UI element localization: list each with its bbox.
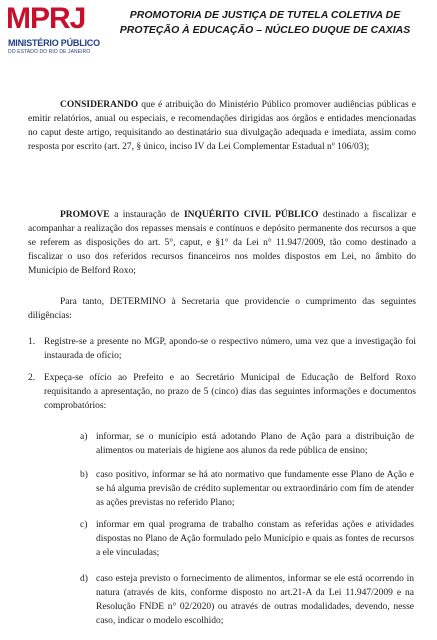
considerando-text: que é atribuição do Ministério Público promover audiências públicas e emitir relatórios, anual ou especiais, e recomendações dirigidas aos órgãos e entidades mencionadas no caput deste artigo, requisitando ao destinatário sua divulgação adequada e imediata, assim como resposta por escrito (art. 27, § único, inciso IV da Lei Complementar Estadual nº 106/03); xyxy=(28,100,416,152)
promove-text-1: a instauração de xyxy=(109,210,184,220)
subitem-letter: c) xyxy=(80,520,88,530)
inquerito-highlight: INQUÉRITO CIVIL PÚBLICO xyxy=(183,210,319,220)
considerando-paragraph xyxy=(28,98,416,154)
organization-title-line1: PROMOTORIA DE JUSTIÇA DE TUTELA COLETIVA DE xyxy=(129,9,401,21)
logo-mark: MPRJ xyxy=(6,2,86,35)
subitem-letter: d) xyxy=(80,574,88,584)
item-text: Registre-se a presente no MGP, apondo-se o respectivo número, uma vez que a investigação foi instaurada de ofício; xyxy=(44,337,416,361)
subitem-letter: b) xyxy=(80,470,88,480)
item-text: Expeça-se ofício ao Prefeito e ao Secretário Municipal de Educação de Belford Roxo requisitando a apresentação, no prazo de 5 (cinco) dias das seguintes informações e documentos comprobatórios: xyxy=(44,373,416,411)
subitem-text: informar, se o município está adotando Plano de Ação para a distribuição de alimentos ou materiais de higiene aos alunos da rede pública de ensino; xyxy=(96,432,414,456)
promove-text-2: destinado a fiscalizar e acompanhar a realização dos repasses mensais e contínuos e depósito permanente dos recursos a que se referem as disposições do art. 5°, caput, e §1° da Lei n° 11.947/2009, tão como destinado a fiscalizar o uso dos referidos recursos financeiros nos moldes dispostos em Lei, no âmbito do Município de Belford Roxo; xyxy=(28,210,416,276)
subitem-text: caso positivo, informar se há ato normativo que fundamente esse Plano de Ação e se há alguma previsão de crédito suplementar ou extraordinário com fim de atender as ações previstas no referido Plano; xyxy=(96,470,414,508)
promove-lead: PROMOVE xyxy=(60,210,110,220)
considerando-lead: CONSIDERANDO xyxy=(60,100,139,110)
item-number: 1. xyxy=(28,337,36,347)
logo-line2: DO ESTADO DO RIO DE JANEIRO xyxy=(8,49,91,55)
subitem-text: informar em qual programa de trabalho constam as referidas ações e atividades dispostas no Plano de Ação formulado pelo Município e quais as fontes de recursos a ele vinculadas; xyxy=(96,520,414,558)
determino-paragraph: Para tanto, DETERMINO à Secretaria que providencie o cumprimento das seguintes diligências: xyxy=(28,297,416,321)
organization-title xyxy=(100,8,430,38)
document-header xyxy=(0,0,437,64)
subitem-text: caso esteja previsto o fornecimento de alimentos, informar se ele está ocorrendo in natura (através de kits, conforme disposto no art.21-A da Lei 11.947/2009 e na Resolução FNDE n° 02/2020) ou através de outras modalidades, devendo, nesse caso, indicar o modelo escolhido; xyxy=(96,574,414,626)
subitem-letter: a) xyxy=(80,432,88,442)
organization-title-line2: PROTEÇÃO À EDUCAÇÃO – NÚCLEO DUQUE DE CAXIAS xyxy=(119,24,411,36)
promove-paragraph xyxy=(28,208,416,278)
item-number: 2. xyxy=(28,373,36,383)
logo-line1: MINISTÉRIO PÚBLICO xyxy=(8,38,100,48)
mprj-logo xyxy=(6,2,100,60)
